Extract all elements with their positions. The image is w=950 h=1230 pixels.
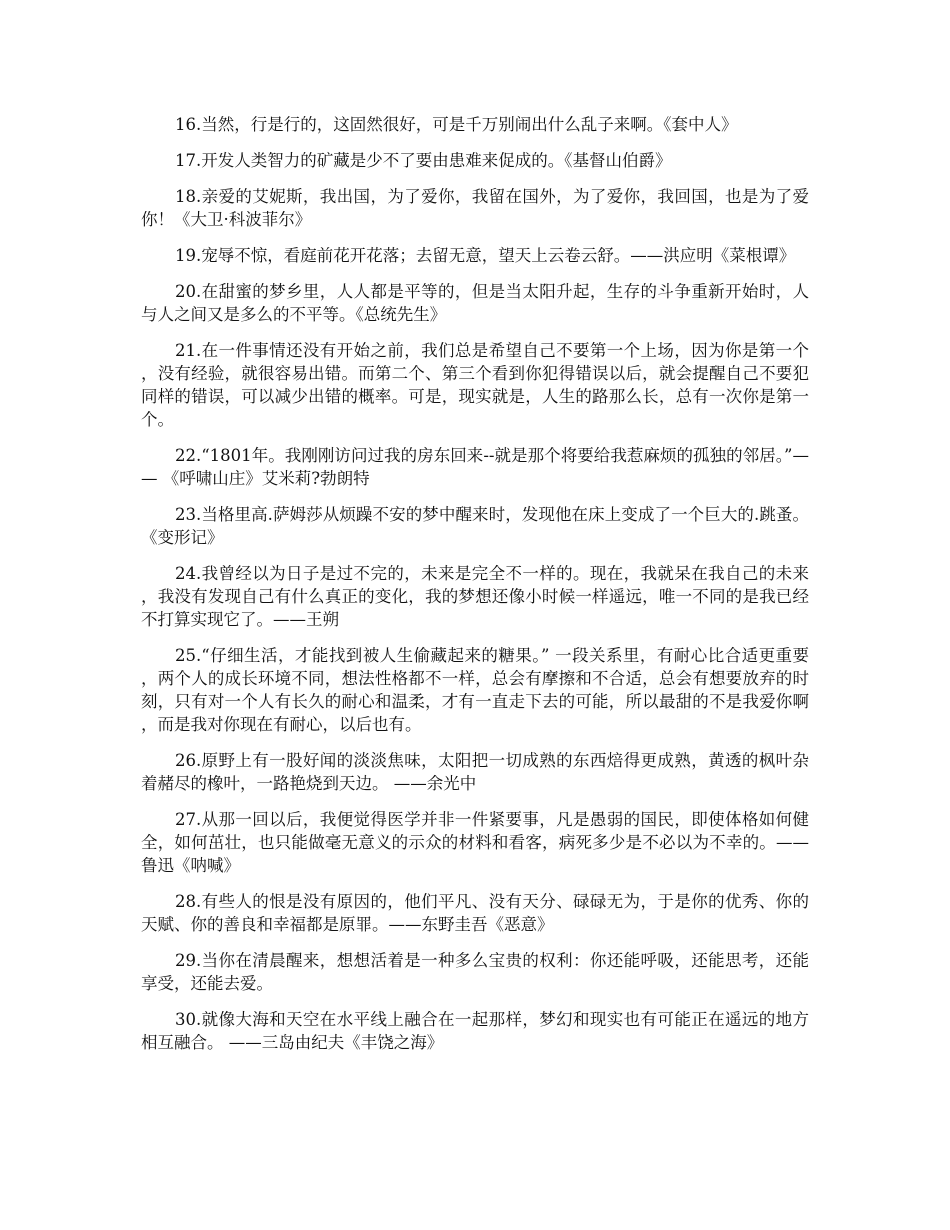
quote-16: 16.当然，行是行的，这固然很好，可是千万别闹出什么乱子来啊。《套中人》 <box>175 115 738 134</box>
quote-23: 23.当格里高.萨姆莎从烦躁不安的梦中醒来时，发现他在床上变成了一个巨大的.跳蚤。《变形记》 <box>141 505 809 547</box>
quote-29: 29.当你在清晨醒来，想想活着是一种多么宝贵的权利：你还能呼吸，还能思考，还能享受，还能去爱。 <box>141 951 809 993</box>
quote-17: 17.开发人类智力的矿藏是少不了要由患难来促成的。《基督山伯爵》 <box>175 151 672 170</box>
quote-26: 26.原野上有一股好闻的淡淡焦味，太阳把一切成熟的东西焙得更成熟，黄透的枫叶杂着赭尽的橡叶，一路艳烧到天边。 ——余光中 <box>141 751 809 793</box>
quote-25: 25.“仔细生活，才能找到被人生偷藏起来的糖果。” 一段关系里，有耐心比合适更重要，两个人的成长环境不同，想法性格都不一样，总会有摩擦和不合适，总会有想要放弃的时刻，只有对一个人有长久的耐心和温柔，才有一直走下去的可能，所以最甜的不是我爱你啊，而是我对你现在有耐心，以后也有。 <box>141 646 809 734</box>
quote-27: 27.从那一回以后，我便觉得医学并非一件紧要事，凡是愚弱的国民，即使体格如何健全，如何茁壮，也只能做毫无意义的示众的材料和看客，病死多少是不必以为不幸的。——鲁迅《呐喊》 <box>141 810 809 875</box>
quote-22: 22.“1801年。我刚刚访问过我的房东回来--就是那个将要给我惹麻烦的孤独的邻居。”—— 《呼啸山庄》艾米莉?勃朗特 <box>141 446 809 488</box>
quote-19: 19.宠辱不惊，看庭前花开花落；去留无意，望天上云卷云舒。——洪应明《菜根谭》 <box>175 246 796 265</box>
quote-24: 24.我曾经以为日子是过不完的，未来是完全不一样的。现在，我就呆在我自己的未来，我没有发现自己有什么真正的变化，我的梦想还像小时候一样遥远，唯一不同的是我已经不打算实现它了。——王朔 <box>141 564 809 629</box>
quote-30: 30.就像大海和天空在水平线上融合在一起那样，梦幻和现实也有可能正在遥远的地方相互融合。 ——三岛由纪夫《丰饶之海》 <box>141 1010 809 1052</box>
quote-20: 20.在甜蜜的梦乡里，人人都是平等的，但是当太阳升起，生存的斗争重新开始时，人与人之间又是多么的不平等。《总统先生》 <box>141 282 809 324</box>
quote-28: 28.有些人的恨是没有原因的，他们平凡、没有天分、碌碌无为，于是你的优秀、你的天赋、你的善良和幸福都是原罪。——东野圭吾《恶意》 <box>141 892 809 934</box>
quote-21: 21.在一件事情还没有开始之前，我们总是希望自己不要第一个上场，因为你是第一个，没有经验，就很容易出错。而第二个、第三个看到你犯得错误以后，就会提醒自己不要犯同样的错误，可以减少出错的概率。可是，现实就是，人生的路那么长，总有一次你是第一个。 <box>141 341 809 429</box>
quote-list <box>141 113 809 1067</box>
quote-18: 18.亲爱的艾妮斯，我出国，为了爱你，我留在国外，为了爱你，我回国，也是为了爱你！《大卫·科波菲尔》 <box>141 187 809 229</box>
